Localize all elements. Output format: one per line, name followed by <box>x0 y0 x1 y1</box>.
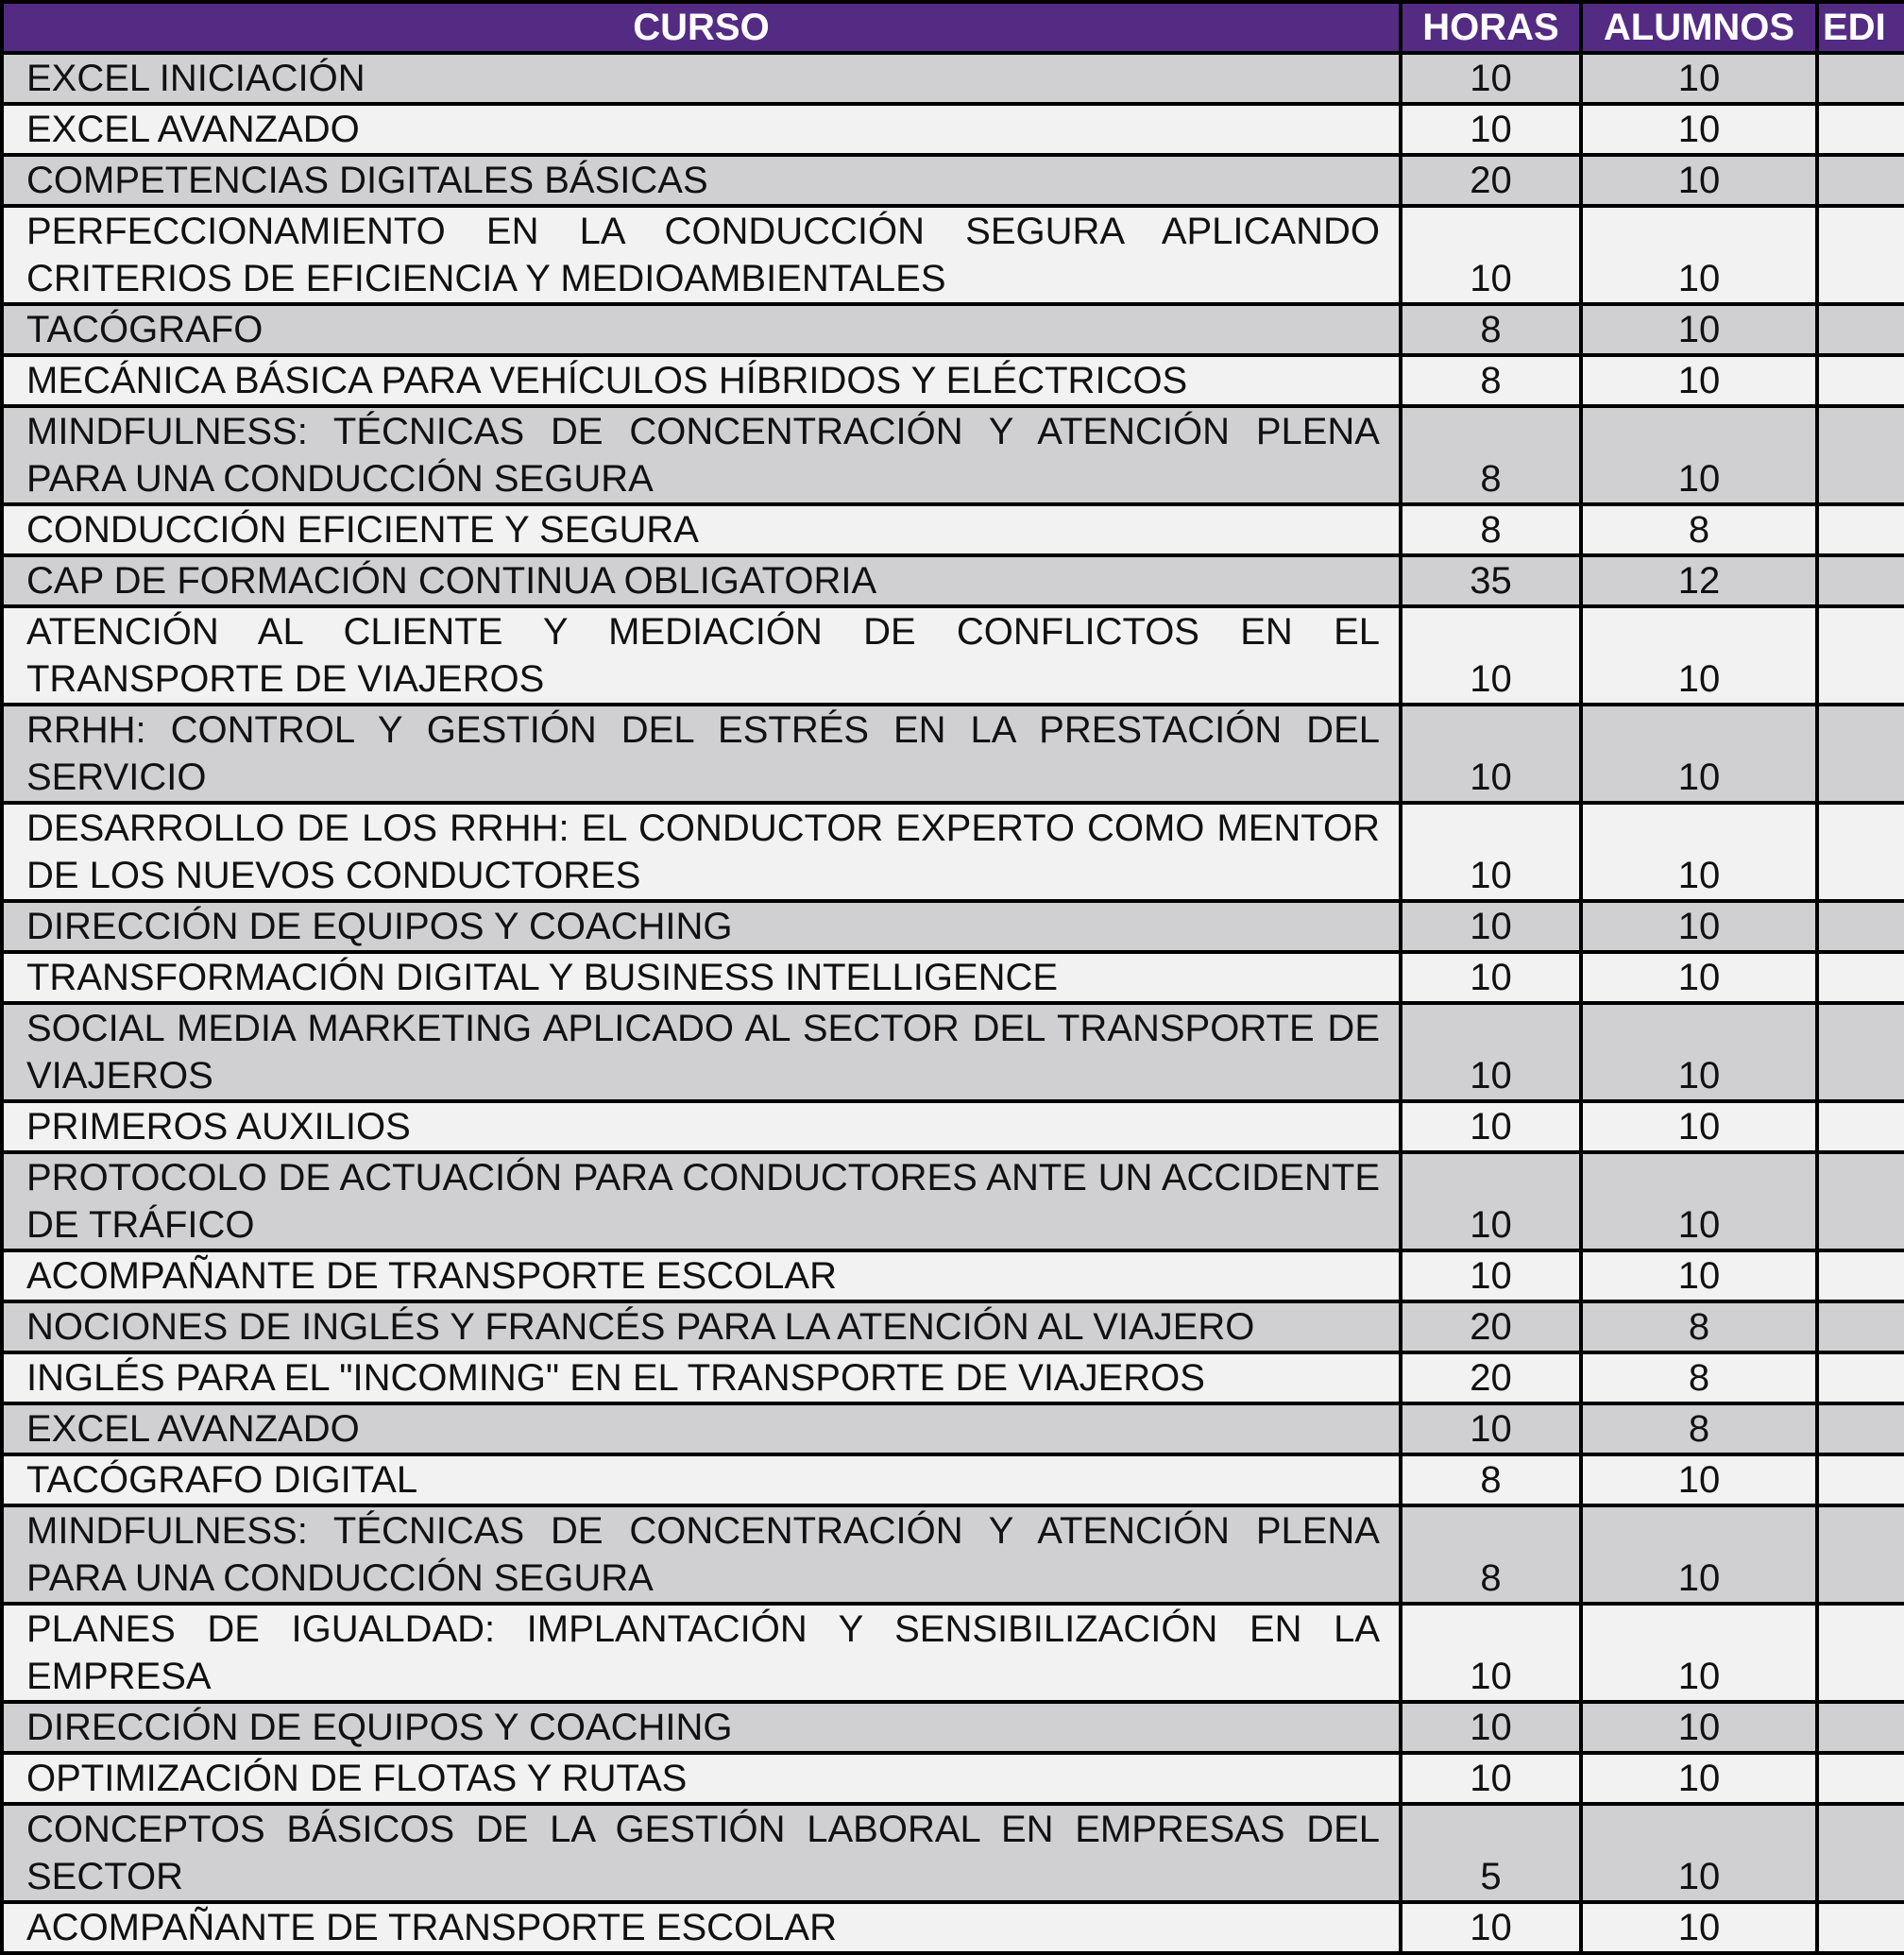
horas-cell: 10 <box>1401 53 1581 104</box>
table-row <box>2 1753 1904 1804</box>
horas-cell: 10 <box>1401 606 1581 705</box>
course-cell: ACOMPAÑANTE DE TRANSPORTE ESCOLAR <box>2 1250 1401 1301</box>
table-row <box>2 606 1904 705</box>
table-row <box>2 304 1904 355</box>
ediciones-cell <box>1817 1250 1904 1301</box>
course-cell: TACÓGRAFO DIGITAL <box>2 1454 1401 1505</box>
table-row <box>2 504 1904 555</box>
horas-cell: 10 <box>1401 1403 1581 1454</box>
alumnos-cell: 10 <box>1581 606 1817 705</box>
table-row <box>2 1152 1904 1250</box>
course-cell: INGLÉS PARA EL "INCOMING" EN EL TRANSPORTE DE VIAJEROS <box>2 1352 1401 1403</box>
course-cell: MECÁNICA BÁSICA PARA VEHÍCULOS HÍBRIDOS Y ELÉCTRICOS <box>2 355 1401 406</box>
table-row <box>2 355 1904 406</box>
horas-cell: 10 <box>1401 206 1581 304</box>
alumnos-cell: 12 <box>1581 555 1817 606</box>
horas-cell: 8 <box>1401 504 1581 555</box>
course-cell: CONCEPTOS BÁSICOS DE LA GESTIÓN LABORAL EN EMPRESAS DEL SECTOR <box>2 1804 1401 1902</box>
course-cell: NOCIONES DE INGLÉS Y FRANCÉS PARA LA ATENCIÓN AL VIAJERO <box>2 1301 1401 1352</box>
alumnos-cell: 8 <box>1581 1301 1817 1352</box>
course-cell: MINDFULNESS: TÉCNICAS DE CONCENTRACIÓN Y ATENCIÓN PLENA PARA UNA CONDUCCIÓN SEGURA <box>2 406 1401 504</box>
course-cell: EXCEL AVANZADO <box>2 1403 1401 1454</box>
alumnos-cell: 10 <box>1581 206 1817 304</box>
horas-cell: 10 <box>1401 1902 1581 1953</box>
horas-cell: 10 <box>1401 952 1581 1003</box>
table-row <box>2 1804 1904 1902</box>
ediciones-cell <box>1817 104 1904 155</box>
horas-cell: 8 <box>1401 1505 1581 1604</box>
horas-cell: 8 <box>1401 1454 1581 1505</box>
course-cell: RRHH: CONTROL Y GESTIÓN DEL ESTRÉS EN LA PRESTACIÓN DEL SERVICIO <box>2 705 1401 803</box>
table-row <box>2 406 1904 504</box>
table-row <box>2 1003 1904 1101</box>
alumnos-cell: 10 <box>1581 304 1817 355</box>
alumnos-cell: 10 <box>1581 1505 1817 1604</box>
table-row <box>2 104 1904 155</box>
table-row <box>2 53 1904 104</box>
header-ediciones: EDI <box>1817 2 1904 53</box>
course-cell: EXCEL AVANZADO <box>2 104 1401 155</box>
alumnos-cell: 10 <box>1581 1604 1817 1702</box>
table-row <box>2 1702 1904 1753</box>
ediciones-cell <box>1817 504 1904 555</box>
ediciones-cell <box>1817 705 1904 803</box>
horas-cell: 35 <box>1401 555 1581 606</box>
ediciones-cell <box>1817 901 1904 952</box>
ediciones-cell <box>1817 1301 1904 1352</box>
ediciones-cell <box>1817 406 1904 504</box>
course-cell: PROTOCOLO DE ACTUACIÓN PARA CONDUCTORES ANTE UN ACCIDENTE DE TRÁFICO <box>2 1152 1401 1250</box>
horas-cell: 20 <box>1401 1301 1581 1352</box>
course-cell: DIRECCIÓN DE EQUIPOS Y COACHING <box>2 1702 1401 1753</box>
course-cell: SOCIAL MEDIA MARKETING APLICADO AL SECTOR DEL TRANSPORTE DE VIAJEROS <box>2 1003 1401 1101</box>
alumnos-cell: 10 <box>1581 803 1817 901</box>
course-cell: ATENCIÓN AL CLIENTE Y MEDIACIÓN DE CONFLICTOS EN EL TRANSPORTE DE VIAJEROS <box>2 606 1401 705</box>
alumnos-cell: 10 <box>1581 406 1817 504</box>
ediciones-cell <box>1817 355 1904 406</box>
header-row <box>2 2 1904 53</box>
ediciones-cell <box>1817 53 1904 104</box>
ediciones-cell <box>1817 606 1904 705</box>
ediciones-cell <box>1817 1101 1904 1152</box>
course-cell: EXCEL INICIACIÓN <box>2 53 1401 104</box>
table-row <box>2 1352 1904 1403</box>
alumnos-cell: 10 <box>1581 155 1817 206</box>
course-cell: PLANES DE IGUALDAD: IMPLANTACIÓN Y SENSIBILIZACIÓN EN LA EMPRESA <box>2 1604 1401 1702</box>
table-row <box>2 155 1904 206</box>
ediciones-cell <box>1817 952 1904 1003</box>
header-curso: CURSO <box>2 2 1401 53</box>
course-cell: TACÓGRAFO <box>2 304 1401 355</box>
alumnos-cell: 10 <box>1581 1702 1817 1753</box>
alumnos-cell: 8 <box>1581 1403 1817 1454</box>
ediciones-cell <box>1817 1804 1904 1902</box>
header-horas: HORAS <box>1401 2 1581 53</box>
table-row <box>2 1403 1904 1454</box>
ediciones-cell <box>1817 1403 1904 1454</box>
horas-cell: 5 <box>1401 1804 1581 1902</box>
table-row <box>2 555 1904 606</box>
ediciones-cell <box>1817 803 1904 901</box>
horas-cell: 10 <box>1401 1753 1581 1804</box>
course-cell: PERFECCIONAMIENTO EN LA CONDUCCIÓN SEGURA APLICANDO CRITERIOS DE EFICIENCIA Y MEDIOAMBIENTALES <box>2 206 1401 304</box>
ediciones-cell <box>1817 304 1904 355</box>
alumnos-cell: 10 <box>1581 355 1817 406</box>
ediciones-cell <box>1817 1454 1904 1505</box>
horas-cell: 20 <box>1401 1352 1581 1403</box>
table-row <box>2 1454 1904 1505</box>
horas-cell: 10 <box>1401 1003 1581 1101</box>
alumnos-cell: 8 <box>1581 1352 1817 1403</box>
alumnos-cell: 10 <box>1581 1152 1817 1250</box>
alumnos-cell: 10 <box>1581 53 1817 104</box>
horas-cell: 10 <box>1401 1250 1581 1301</box>
alumnos-cell: 10 <box>1581 952 1817 1003</box>
alumnos-cell: 10 <box>1581 705 1817 803</box>
horas-cell: 10 <box>1401 1101 1581 1152</box>
horas-cell: 8 <box>1401 355 1581 406</box>
alumnos-cell: 8 <box>1581 504 1817 555</box>
horas-cell: 8 <box>1401 406 1581 504</box>
horas-cell: 10 <box>1401 1604 1581 1702</box>
table-row <box>2 1101 1904 1152</box>
course-cell: CAP DE FORMACIÓN CONTINUA OBLIGATORIA <box>2 555 1401 606</box>
ediciones-cell <box>1817 555 1904 606</box>
table-row <box>2 901 1904 952</box>
ediciones-cell <box>1817 1352 1904 1403</box>
course-cell: OPTIMIZACIÓN DE FLOTAS Y RUTAS <box>2 1753 1401 1804</box>
horas-cell: 10 <box>1401 104 1581 155</box>
header-alumnos: ALUMNOS <box>1581 2 1817 53</box>
table-row <box>2 1505 1904 1604</box>
course-cell: ACOMPAÑANTE DE TRANSPORTE ESCOLAR <box>2 1902 1401 1953</box>
alumnos-cell: 10 <box>1581 1003 1817 1101</box>
table-row <box>2 1250 1904 1301</box>
horas-cell: 10 <box>1401 705 1581 803</box>
horas-cell: 10 <box>1401 803 1581 901</box>
alumnos-cell: 10 <box>1581 1250 1817 1301</box>
alumnos-cell: 10 <box>1581 1902 1817 1953</box>
alumnos-cell: 10 <box>1581 1454 1817 1505</box>
course-cell: PRIMEROS AUXILIOS <box>2 1101 1401 1152</box>
course-cell: TRANSFORMACIÓN DIGITAL Y BUSINESS INTELLIGENCE <box>2 952 1401 1003</box>
horas-cell: 20 <box>1401 155 1581 206</box>
course-cell: COMPETENCIAS DIGITALES BÁSICAS <box>2 155 1401 206</box>
table-row <box>2 1604 1904 1702</box>
course-cell: CONDUCCIÓN EFICIENTE Y SEGURA <box>2 504 1401 555</box>
course-cell: MINDFULNESS: TÉCNICAS DE CONCENTRACIÓN Y ATENCIÓN PLENA PARA UNA CONDUCCIÓN SEGURA <box>2 1505 1401 1604</box>
ediciones-cell <box>1817 1152 1904 1250</box>
ediciones-cell <box>1817 1753 1904 1804</box>
ediciones-cell <box>1817 1902 1904 1953</box>
ediciones-cell <box>1817 206 1904 304</box>
alumnos-cell: 10 <box>1581 1804 1817 1902</box>
table-row <box>2 952 1904 1003</box>
ediciones-cell <box>1817 1604 1904 1702</box>
horas-cell: 8 <box>1401 304 1581 355</box>
table-row <box>2 206 1904 304</box>
course-cell: DIRECCIÓN DE EQUIPOS Y COACHING <box>2 901 1401 952</box>
ediciones-cell <box>1817 1702 1904 1753</box>
ediciones-cell <box>1817 155 1904 206</box>
horas-cell: 10 <box>1401 1152 1581 1250</box>
course-cell: DESARROLLO DE LOS RRHH: EL CONDUCTOR EXPERTO COMO MENTOR DE LOS NUEVOS CONDUCTORES <box>2 803 1401 901</box>
horas-cell: 10 <box>1401 1702 1581 1753</box>
ediciones-cell <box>1817 1003 1904 1101</box>
table-row <box>2 1301 1904 1352</box>
alumnos-cell: 10 <box>1581 901 1817 952</box>
table-row <box>2 1902 1904 1953</box>
alumnos-cell: 10 <box>1581 104 1817 155</box>
table-row <box>2 705 1904 803</box>
ediciones-cell <box>1817 1505 1904 1604</box>
alumnos-cell: 10 <box>1581 1753 1817 1804</box>
horas-cell: 10 <box>1401 901 1581 952</box>
table-row <box>2 803 1904 901</box>
alumnos-cell: 10 <box>1581 1101 1817 1152</box>
